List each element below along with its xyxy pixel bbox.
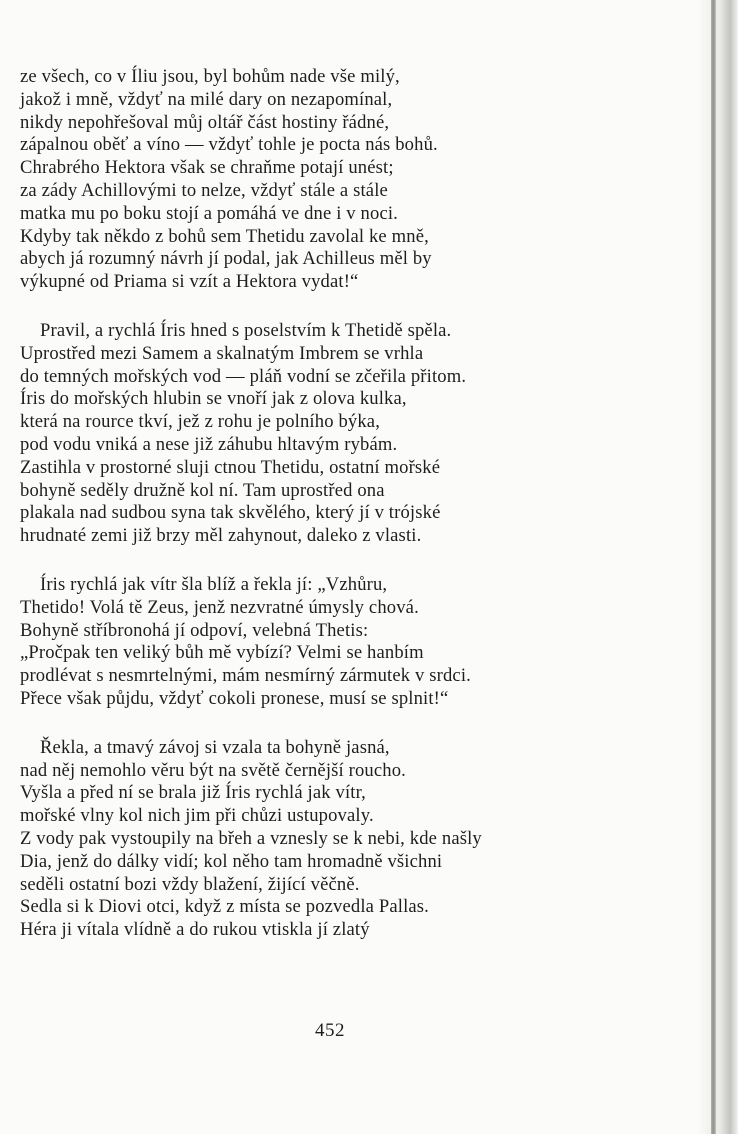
verse-line: plakala nad sudbou syna tak skvělého, který jí v trójské (20, 502, 441, 524)
verse-line: prodlévat s nesmrtelnými, mám nesmírný zármutek v srdci. (20, 665, 471, 687)
verse-line-first: Íris rychlá jak vítr šla blíž a řekla jí: „Vzhůru, (40, 573, 388, 595)
verse-line: abych já rozumný návrh jí podal, jak Achilleus měl by (20, 248, 432, 270)
verse-line: Zastihla v prostorné sluji ctnou Thetidu, ostatní mořské (20, 456, 441, 478)
verse-line: Bohyně stříbronohá jí odpoví, velebná Thetis: (20, 619, 369, 641)
verse-line: Thetido! Volá tě Zeus, jenž nezvratné úmysly chová. (20, 596, 419, 618)
poem-text-block (20, 66, 710, 968)
verse-line: hrudnaté zemi již brzy měl zahynout, daleko z vlasti. (20, 525, 422, 547)
verse-line: bohyně seděly družně kol ní. Tam uprostřed ona (20, 479, 385, 501)
verse-line: za zády Achillovými to nelze, vždyť stále a stále (20, 179, 388, 201)
verse-line: Chrabrého Hektora však se chraňme potají unést; (20, 157, 394, 179)
verse-line: Héra ji vítala vlídně a do rukou vtiskla jí zlatý (20, 919, 370, 941)
verse-line: Z vody pak vystoupily na břeh a vznesly se k nebi, kde našly (20, 827, 482, 849)
book-spine-edge (711, 0, 716, 1134)
stanza-3 (20, 574, 710, 711)
verse-line: „Pročpak ten veliký bůh mě vybízí? Velmi se hanbím (20, 642, 424, 664)
verse-line: Vyšla a před ní se brala již Íris rychlá jak vítr, (20, 782, 366, 804)
verse-line: jakož i mně, vždyť na milé dary on nezapomínal, (20, 88, 393, 110)
verse-line: do temných mořských vod — pláň vodní se zčeřila přitom. (20, 365, 467, 387)
verse-line-first: Pravil, a rychlá Íris hned s poselstvím k Thetidě spěla. (40, 319, 452, 341)
verse-line: Uprostřed mezi Samem a skalnatým Imbrem se vrhla (20, 342, 424, 364)
verse-line: která na rource tkví, jež z rohu je polního býka, (20, 411, 380, 433)
stanza-2 (20, 320, 710, 548)
verse-line: výkupné od Priama si vzít a Hektora vydat!“ (20, 271, 359, 293)
verse-line: pod vodu vniká a nese již záhubu hltavým rybám. (20, 433, 398, 455)
verse-line: Sedla si k Diovi otci, když z místa se pozvedla Pallas. (20, 896, 429, 918)
verse-line: seděli ostatní bozi vždy blažení, žijící věčně. (20, 873, 360, 895)
verse-line: nad něj nemohlo věru být na světě černější roucho. (20, 759, 406, 781)
verse-line: nikdy nepohřešoval můj oltář část hostiny řádné, (20, 111, 390, 133)
verse-line-first: Řekla, a tmavý závoj si vzala ta bohyně jasná, (40, 736, 390, 758)
verse-line: Přece však půjdu, vždyť cokoli pronese, musí se splnit!“ (20, 687, 449, 709)
stanza-1 (20, 66, 710, 294)
stanza-4 (20, 737, 710, 942)
verse-line: Kdyby tak někdo z bohů sem Thetidu zavolal ke mně, (20, 225, 429, 247)
verse-line: ze všech, co v Íliu jsou, byl bohům nade vše milý, (20, 66, 400, 87)
verse-line: matka mu po boku stojí a pomáhá ve dne i v noci. (20, 202, 398, 224)
verse-line: Dia, jenž do dálky vidí; kol něho tam hromadně všichni (20, 850, 443, 872)
page-number: 452 (315, 1020, 345, 1041)
verse-line: zápalnou oběť a víno — vždyť tohle je pocta nás bohů. (20, 134, 438, 156)
verse-line: mořské vlny kol nich jim při chůzi ustupovaly. (20, 805, 374, 827)
verse-line: Íris do mořských hlubin se vnoří jak z olova kulka, (20, 388, 407, 410)
